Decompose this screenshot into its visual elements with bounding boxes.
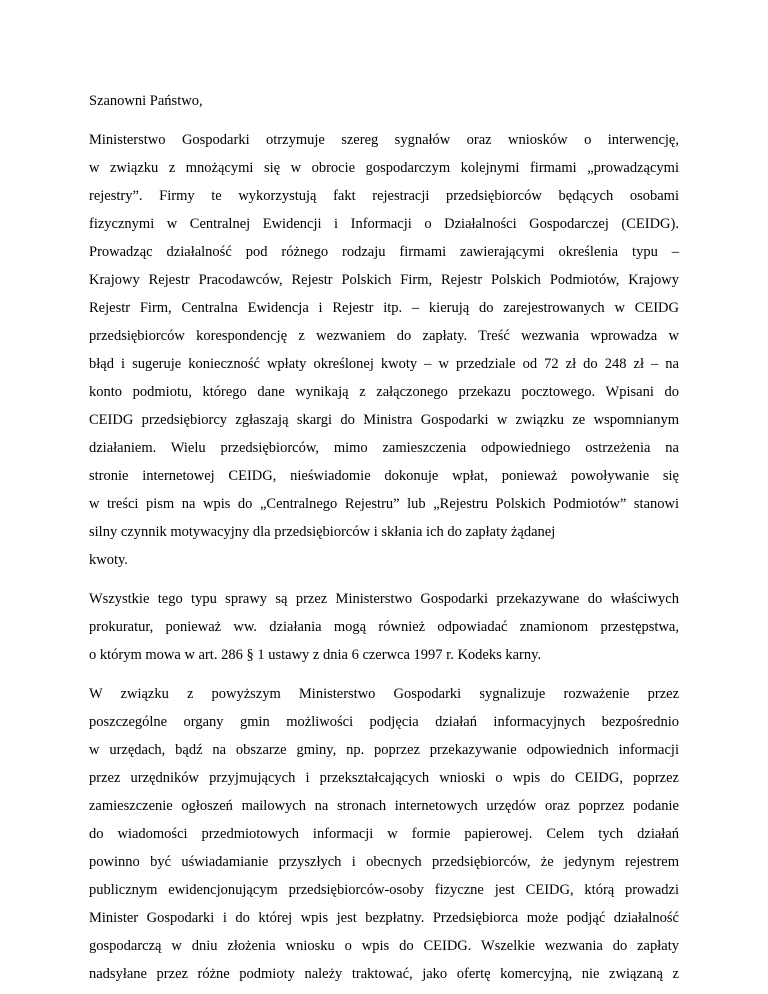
paragraph2-line-1: Wszystkie tego typu sprawy są przez Ministerstwo Gospodarki przekazywane do właściwych xyxy=(89,591,679,607)
paragraph3-line-7: powinno być uświadamianie przyszłych i obecnych przedsiębiorców, że jedynym rejestrem xyxy=(89,854,679,870)
paragraph3-line-10: gospodarczą w dniu złożenia wniosku o wpis do CEIDG. Wszelkie wezwania do zapłaty xyxy=(89,938,679,954)
paragraph3-line-4: przez urzędników przyjmujących i przekształcających wnioski o wpis do CEIDG, poprzez xyxy=(89,770,679,786)
paragraph2-line-3: o którym mowa w art. 286 § 1 ustawy z dnia 6 czerwca 1997 r. Kodeks karny. xyxy=(89,647,542,663)
paragraph1-line-1: Ministerstwo Gospodarki otrzymuje szereg sygnałów oraz wniosków o interwencję, xyxy=(89,132,679,148)
paragraph1-line-7: Rejestr Firm, Centralna Ewidencja i Rejestr itp. – kierują do zarejestrowanych w CEIDG xyxy=(89,300,679,316)
paragraph1-line-6: Krajowy Rejestr Pracodawców, Rejestr Polskich Firm, Rejestr Polskich Podmiotów, Krajowy xyxy=(89,272,679,288)
paragraph3-line-8: publicznym ewidencjonującym przedsiębiorców-osoby fizyczne jest CEIDG, którą prowadzi xyxy=(89,882,679,898)
salutation: Szanowni Państwo, xyxy=(89,93,203,109)
paragraph1-line-8: przedsiębiorców korespondencję z wezwaniem do zapłaty. Treść wezwania wprowadza w xyxy=(89,328,679,344)
paragraph1-line-14: w treści pism na wpis do „Centralnego Rejestru” lub „Rejestru Polskich Podmiotów” stanowi xyxy=(89,496,679,512)
paragraph2-line-2: prokuratur, ponieważ ww. działania mogą również odpowiadać znamionom przestępstwa, xyxy=(89,619,679,635)
paragraph1-line-2: w związku z mnożącymi się w obrocie gospodarczym kolejnymi firmami „prowadzącymi xyxy=(89,160,679,176)
paragraph3-line-1: W związku z powyższym Ministerstwo Gospodarki sygnalizuje rozważenie przez xyxy=(89,686,679,702)
paragraph1-line-16: kwoty. xyxy=(89,552,128,568)
paragraph1-line-3: rejestry”. Firmy te wykorzystują fakt rejestracji przedsiębiorców będących osobami xyxy=(89,188,679,204)
paragraph1-line-10: konto podmiotu, którego dane wynikają z załączonego przekazu pocztowego. Wpisani do xyxy=(89,384,679,400)
paragraph1-line-9: błąd i sugeruje konieczność wpłaty określonej kwoty – w przedziale od 72 zł do 248 zł – na xyxy=(89,356,679,372)
paragraph1-line-12: działaniem. Wielu przedsiębiorców, mimo zamieszczenia odpowiedniego ostrzeżenia na xyxy=(89,440,679,456)
paragraph1-line-11: CEIDG przedsiębiorcy zgłaszają skargi do Ministra Gospodarki w związku ze wspomnianym xyxy=(89,412,679,428)
paragraph3-line-2: poszczególne organy gmin możliwości podjęcia działań informacyjnych bezpośrednio xyxy=(89,714,679,730)
paragraph3-line-11: nadsyłane przez różne podmioty należy traktować, jako ofertę komercyjną, nie związaną z xyxy=(89,966,679,982)
paragraph1-line-4: fizycznymi w Centralnej Ewidencji i Informacji o Działalności Gospodarczej (CEIDG). xyxy=(89,216,679,232)
paragraph1-line-13: stronie internetowej CEIDG, nieświadomie dokonuje wpłat, ponieważ powoływanie się xyxy=(89,468,679,484)
paragraph1-line-15: silny czynnik motywacyjny dla przedsiębiorców i skłania ich do zapłaty żądanej xyxy=(89,524,556,540)
paragraph1-line-5: Prowadząc działalność pod różnego rodzaju firmami zawierającymi określenia typu – xyxy=(89,244,679,260)
paragraph3-line-3: w urzędach, bądź na obszarze gminy, np. poprzez przekazywanie odpowiednich informacji xyxy=(89,742,679,758)
paragraph3-line-9: Minister Gospodarki i do której wpis jest bezpłatny. Przedsiębiorca może podjąć działalność xyxy=(89,910,679,926)
paragraph3-line-5: zamieszczenie ogłoszeń mailowych na stronach internetowych urzędów oraz poprzez podanie xyxy=(89,798,679,814)
paragraph3-line-6: do wiadomości przedmiotowych informacji w formie papierowej. Celem tych działań xyxy=(89,826,679,842)
